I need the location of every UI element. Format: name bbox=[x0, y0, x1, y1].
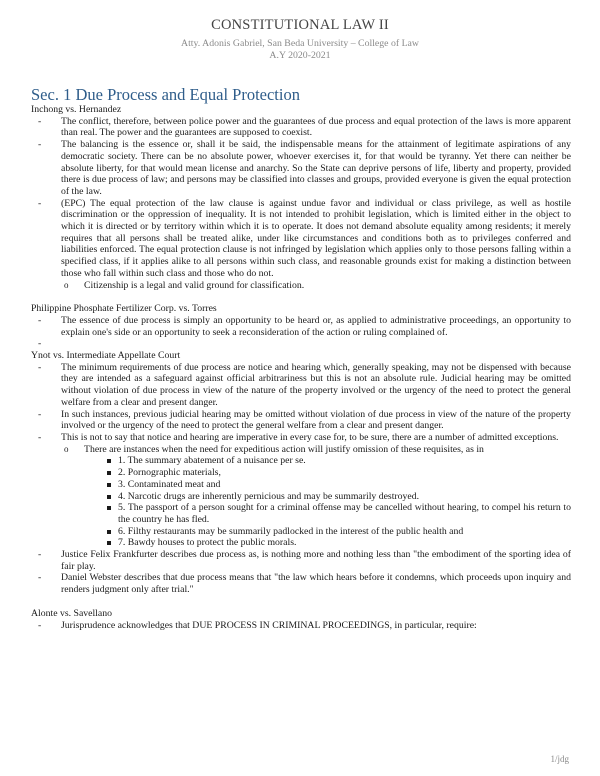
case-title: Inchong vs. Hernandez bbox=[31, 104, 122, 115]
case-philphos bbox=[31, 303, 571, 350]
case-point: - Daniel Webster describes that due process means that "the law which hears before it condemns, which proceeds upon inquiry and renders judgment only after trial." bbox=[31, 572, 571, 595]
document-title: CONSTITUTIONAL LAW II bbox=[211, 17, 389, 33]
document-body bbox=[31, 104, 571, 631]
case-inchong bbox=[31, 104, 571, 291]
case-title: Ynot vs. Intermediate Appellate Court bbox=[31, 350, 181, 362]
case-point: - The balancing is the essence or, shall it be said, the indispensable means for the attainment of legitimate aspirations of any democratic society. There can be no absolute power, whoever exercises it, for that would be tyranny. Yet there can neither be absolute liberty, for that would mean license and anarchy. So the State can deprive persons of life, liberty and property, provided there is due process of law; and persons may be classified into classes and groups, provided everyone is given the equal protection of the law. bbox=[31, 139, 571, 198]
case-points bbox=[31, 116, 571, 292]
case-point: - The conflict, therefore, between police power and the guarantees of due process and equal protection of the laws is more apparent than real. The power and the guarantees are supposed to coexist. bbox=[31, 116, 571, 139]
case-point: - Jurisprudence acknowledges that DUE PROCESS IN CRIMINAL PROCEEDINGS, in particular, require: bbox=[31, 620, 571, 632]
case-points bbox=[31, 315, 571, 350]
case-title: Alonte vs. Savellano bbox=[31, 607, 112, 619]
exception-item: 2. Pornographic materials, bbox=[84, 467, 571, 479]
case-point bbox=[31, 198, 571, 292]
sub-points bbox=[61, 444, 571, 549]
case-point bbox=[31, 432, 571, 549]
exception-item: 4. Narcotic drugs are inherently pernicious and may be summarily destroyed. bbox=[84, 491, 571, 503]
case-point-text: (EPC) The equal protection of the law clause is against undue favor and individual or class privilege, as well as hostile discrimination or the oppression of inequality. It is not intended to prohibit legislation, which is limited either in the object to which it is directed or by territory within which it is to operate. It does not demand absolute equality among residents; it merely requires that all persons shall be treated alike, under like circumstances and conditions both as to privileges conferred and liabilities enforced. The equal protection clause is not infringed by legislation which applies only to those persons falling within a specified class, if it applies alike to all persons within such class, and reasonable grounds exist for making a distinction between those who fall within such class and those who do not. bbox=[61, 197, 571, 279]
sub-points bbox=[61, 280, 571, 292]
case-point: - The essence of due process is simply an opportunity to be heard or, as applied to administrative proceedings, an opportunity to explain one's side or an opportunity to seek a reconsideration of the action or ruling complained of. bbox=[31, 315, 571, 338]
case-ynot bbox=[31, 350, 571, 596]
exception-item: 5. The passport of a person sought for a criminal offense may be cancelled without hearing, to compel his return to the country he has fled. bbox=[84, 502, 571, 525]
exception-item: 3. Contaminated meat and bbox=[84, 479, 571, 491]
case-alonte bbox=[31, 608, 571, 631]
sub-point: o Citizenship is a legal and valid ground for classification. bbox=[61, 280, 571, 292]
page-number: 1/jdg bbox=[550, 754, 569, 764]
case-point: - Justice Felix Frankfurter describes due process as, is nothing more and nothing less than "the embodiment of the sporting idea of fair play. bbox=[31, 549, 571, 572]
exception-list bbox=[84, 455, 571, 549]
case-point: - In such instances, previous judicial hearing may be omitted without violation of due process in view of the nature of the property involved or the urgency of the need to protect the general welfare from a clear and present danger. bbox=[31, 409, 571, 432]
exception-item: 7. Bawdy houses to protect the public morals. bbox=[84, 537, 571, 549]
academic-year: A.Y 2020-2021 bbox=[269, 50, 331, 61]
section-heading: Sec. 1 Due Process and Equal Protection bbox=[31, 85, 300, 104]
case-point: - The minimum requirements of due process are notice and hearing which, generally speaking, may not be dispensed with because they are intended as a safeguard against official arbitrariness but this is not an absolute rule. Judicial hearing may be omitted without violation of due process in view of the nature of the property involved or the urgency of the need to protect the general welfare from a clear and present danger. bbox=[31, 362, 571, 409]
case-points bbox=[31, 620, 571, 632]
case-title: Philippine Phosphate Fertilizer Corp. vs. Torres bbox=[31, 303, 217, 315]
case-point-empty bbox=[31, 338, 571, 350]
document-author: Atty. Adonis Gabriel, San Beda University – College of Law bbox=[181, 38, 419, 49]
exception-item: 1. The summary abatement of a nuisance per se. bbox=[84, 455, 571, 467]
sub-point-text: There are instances when the need for expeditious action will justify omission of these requisites, as in bbox=[84, 443, 484, 455]
case-point-text: This is not to say that notice and hearing are imperative in every case for, to be sure, there are a number of admitted exceptions. bbox=[61, 431, 559, 443]
case-points bbox=[31, 362, 571, 596]
exception-item: 6. Filthy restaurants may be summarily padlocked in the interest of the public health and bbox=[84, 526, 571, 538]
sub-point bbox=[61, 444, 571, 549]
